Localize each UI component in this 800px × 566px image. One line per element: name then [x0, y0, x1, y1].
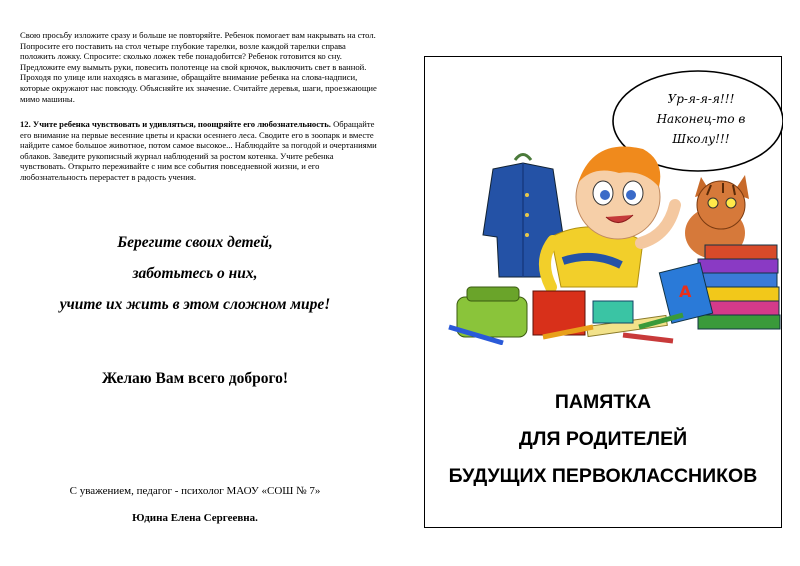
signature-name: Юдина Елена Сергеевна.: [132, 512, 258, 524]
schoolboy-illustration: [443, 65, 783, 345]
boy: [545, 147, 675, 287]
svg-text:А: А: [679, 282, 692, 301]
cover-page: [424, 56, 782, 528]
bubble-line-2: Наконец-то в: [656, 112, 746, 126]
tip-12: [20, 119, 380, 183]
wish-block: [20, 234, 370, 327]
title-line-2: ДЛЯ РОДИТЕЛЕЙ: [518, 428, 688, 450]
wish-line-3: учите их жить в этом сложном мире!: [59, 296, 331, 313]
tip-12-text: Обращайте его внимание на первые весенние цветы и краски осеннего леса. Сводите его в зоопарк и вместе найдите самое большое животное, потом самое высокое... Наблюдайте за погодой и очертаниями облаков. Заведите рукописный журнал наблюдений за ростом котенка. Учите ребенка чувствовать. Открыто переживайте с ним все события повседневной жизни, и его любознательность перерастет в радость учения.: [20, 119, 377, 182]
bubble-line-3: Школу!!!: [672, 132, 730, 146]
title-line-3: БУДУЩИХ ПЕРВОКЛАССНИКОВ: [448, 465, 758, 487]
title-line-1: ПАМЯТКА: [554, 391, 652, 413]
school-supplies: [449, 287, 683, 343]
wish-line-1: Берегите своих детей,: [117, 234, 273, 251]
tip-12-heading: 12. Учите ребенка чувствовать и удивляться, поощряйте его любознательность.: [20, 119, 331, 129]
bubble-line-1: Ур-я-я-я!!!: [667, 92, 735, 106]
brochure-title: [425, 390, 781, 501]
advice-paragraph: Свою просьбу изложите сразу и больше не повторяйте. Ребенок помогает вам накрывать на стол. Попросите его поставить на стол четыре глубокие тарелки, возле каждой тарелки справа положить ложку. Спросите: сколько ложек тебе понадобится? Ребенок готовится ко сну. Предложите ему вымыть руки, повесить полотенце на свой крючок, выключить свет в ванной. Проходя по улице или находясь в магазине, обращайте внимание ребенка на слова-надписи, которые окружают нас повсюду. Объясняйте их значение. Считайте деревья, шаги, проезжающие мимо машины.: [20, 30, 377, 104]
closing-wish: Желаю Вам всего доброго!: [101, 370, 289, 387]
wish-line-2: заботьтесь о них,: [132, 265, 258, 282]
signature-line: С уважением, педагог - психолог МАОУ «СОШ № 7»: [69, 485, 321, 497]
